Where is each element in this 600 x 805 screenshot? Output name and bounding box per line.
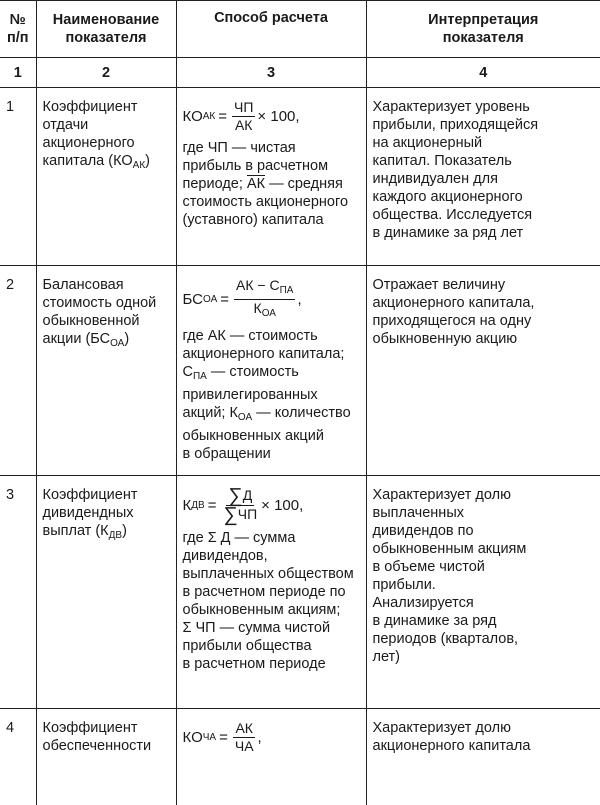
header-name: Наименование показателя — [36, 1, 176, 58]
table-row — [0, 709, 600, 805]
column-number: 4 — [366, 58, 600, 88]
column-number: 2 — [36, 58, 176, 88]
formula: К ДВ = $\frac{\sum Д}{\sum ЧП}$ × 100, — [183, 486, 360, 523]
table-row — [0, 266, 600, 476]
indicator-name: Коэффициент дивидендных выплат $(К_{ДВ})$ — [36, 476, 176, 709]
header-method: Способ расчета — [176, 1, 366, 58]
row-number: 4 — [0, 709, 36, 805]
column-number: 3 — [176, 58, 366, 88]
formula: БС ОА = $\frac{АК - С_{ПА}}{К_{ОА}}$ , — [183, 276, 360, 321]
formula: КО ЧА = $\frac{АК}{ЧА}$ , — [183, 719, 360, 754]
formula-legend: где ЧП — чистая прибыль в расчетном периоде; АК — средняя стоимость акционерного (уставного) капитала — [183, 139, 360, 229]
header-row — [0, 1, 600, 58]
formula: КО АК = $\frac{ЧП}{АК}$ × 100, — [183, 98, 360, 133]
indicator-name: Коэффициент обеспеченности — [36, 709, 176, 805]
formula-legend: где АК — стоимость акционерного капитала; $С_{ПА}$ — стоимость привилегированных акций; $К_{ОА}$ — количество обыкновенных акций в обращении — [183, 327, 360, 463]
interpretation: Характеризует долю акционерного капитала — [366, 709, 600, 805]
interpretation: Характеризует уровень прибыли, приходящейся на акционерный капитал. Показатель индивидуален для каждого акционерного общества. Исследуется в динамике за ряд лет — [366, 88, 600, 266]
calculation-method — [176, 88, 366, 266]
calculation-method — [176, 266, 366, 476]
row-number: 3 — [0, 476, 36, 709]
calculation-method — [176, 476, 366, 709]
table-row — [0, 476, 600, 709]
table-row — [0, 88, 600, 266]
interpretation: Отражает величину акционерного капитала, приходящегося на одну обыкновенную акцию — [366, 266, 600, 476]
column-number-row — [0, 58, 600, 88]
header-number: № п/п — [0, 1, 36, 58]
indicator-name: Балансовая стоимость одной обыкновенной акции $(БС_{ОА})$ — [36, 266, 176, 476]
interpretation: Характеризует долю выплаченных дивидендов по обыкновенным акциям в объеме чистой прибыли. Анализируется в динамике за ряд периодов (кварталов, лет) — [366, 476, 600, 709]
column-number: 1 — [0, 58, 36, 88]
calculation-method — [176, 709, 366, 805]
header-interpretation: Интерпретация показателя — [366, 1, 600, 58]
formula-legend: где Σ Д — сумма дивидендов, выплаченных обществом в расчетном периоде по обыкновенным акциям; Σ ЧП — сумма чистой прибыли общества в расчетном периоде — [183, 529, 360, 673]
indicator-name: Коэффициент отдачи акционерного капитала $(КО_{АК})$ — [36, 88, 176, 266]
row-number: 2 — [0, 266, 36, 476]
row-number: 1 — [0, 88, 36, 266]
